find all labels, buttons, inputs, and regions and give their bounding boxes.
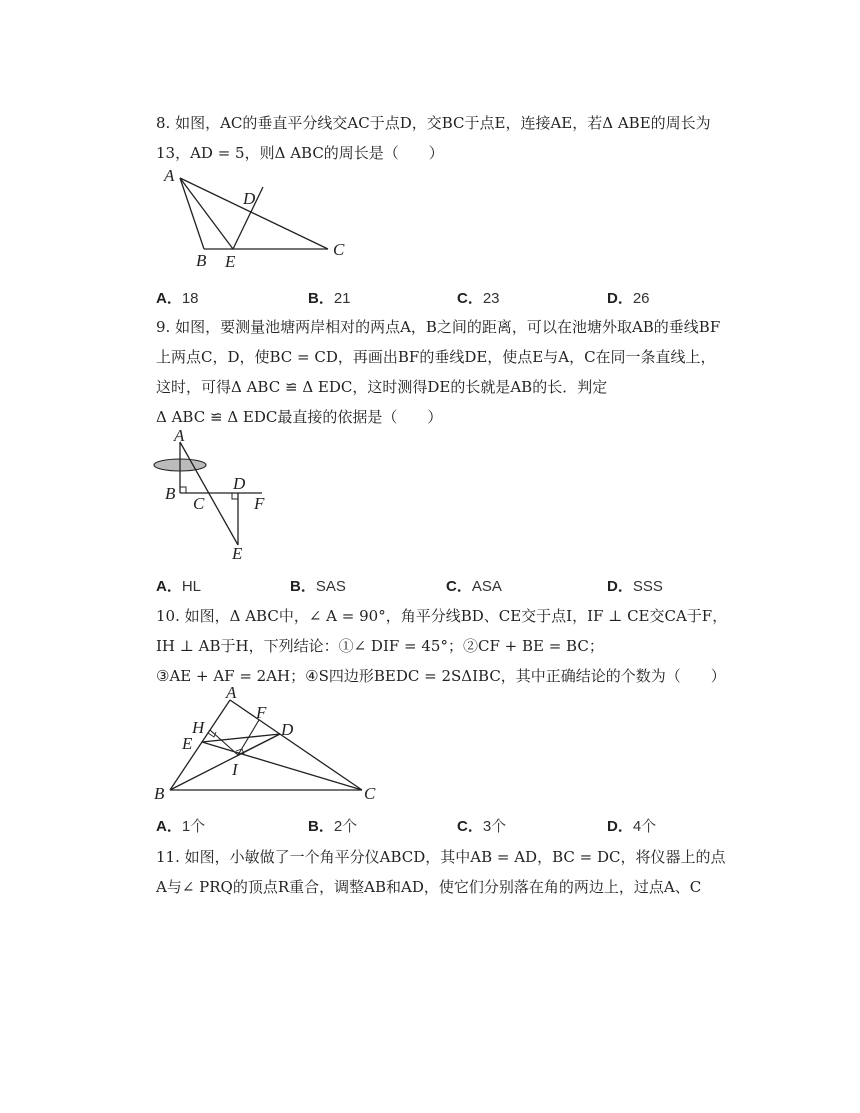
q9-line-1: 9. 如图，要测量池塘两岸相对的两点A，B之间的距离，可以在池塘外取AB的垂线BF [156, 318, 721, 336]
q11-line-1: 11. 如图，小敏做了一个角平分仪ABCD，其中AB = AD，BC = DC，将仪器上的点 [156, 848, 726, 866]
q10-line-2: IH ⊥ AB于H，下列结论：①∠ DIF = 45°；②CF + BE = BC； [156, 637, 604, 655]
q9-label-d: D [233, 474, 246, 493]
q8-option-d[interactable]: D．26 [607, 290, 650, 307]
q9-label-b: B [165, 484, 176, 503]
q9-option-b[interactable]: B．SAS [290, 578, 346, 595]
q9-option-a[interactable]: A．HL [156, 578, 202, 595]
q9-label-c: C [193, 494, 205, 513]
q10-line-1: 10. 如图，Δ ABC中，∠ A = 90°，角平分线BD、CE交于点I，IF ⊥ CE交CA于F， [156, 607, 728, 625]
q10-option-c[interactable]: C．3个 [457, 818, 507, 835]
q9-line-4: Δ ABC ≌ Δ EDC最直接的依据是（ ） [156, 408, 443, 426]
q10-line-3: ③AE + AF = 2AH；④S四边形BEDC = 2SΔIBC，其中正确结论的个数为（ ） [156, 667, 726, 685]
q9-option-d[interactable]: D．SSS [607, 578, 663, 595]
q10-label-i: I [232, 760, 238, 779]
q9-label-f: F [254, 494, 265, 513]
q10-option-a[interactable]: A．1个 [156, 818, 206, 835]
q9-label-e: E [232, 544, 243, 563]
q9-figure [150, 425, 290, 565]
q8-option-b[interactable]: B．21 [308, 290, 351, 307]
q9-line-2: 上两点C，D，使BC = CD，再画出BF的垂线DE，使点E与A，C在同一条直线上， [156, 348, 716, 366]
q10-figure [150, 685, 390, 805]
q10-option-d[interactable]: D．4个 [607, 818, 657, 835]
q10-label-c: C [364, 784, 376, 803]
q10-label-e: E [182, 734, 193, 753]
q8-line-1: 8. 如图，AC的垂直平分线交AC于点D，交BC于点E，连接AE，若Δ ABE的周长为 [156, 114, 711, 132]
q9-label-a: A [174, 426, 185, 445]
q11-line-2: A与∠ PRQ的顶点R重合，调整AB和AD，使它们分别落在角的两边上，过点A、C [156, 878, 702, 896]
q8-label-b: B [196, 251, 207, 270]
q8-option-a[interactable]: A．18 [156, 290, 199, 307]
q8-label-e: E [225, 252, 236, 271]
q10-label-d: D [281, 720, 294, 739]
q10-label-h: H [192, 718, 205, 737]
q9-line-3: 这时，可得Δ ABC ≌ Δ EDC，这时测得DE的长就是AB的长．判定 [156, 378, 608, 396]
q10-label-b: B [154, 784, 165, 803]
q8-label-d: D [243, 189, 256, 208]
q10-option-b[interactable]: B．2个 [308, 818, 358, 835]
q10-label-a: A [226, 683, 237, 702]
q8-label-c: C [333, 240, 345, 259]
q8-figure [160, 166, 360, 271]
q8-option-c[interactable]: C．23 [457, 290, 500, 307]
q8-line-2: 13，AD = 5，则Δ ABC的周长是（ ） [156, 144, 444, 162]
q8-label-a: A [164, 166, 175, 185]
q9-option-c[interactable]: C．ASA [446, 578, 502, 595]
q10-label-f: F [256, 703, 267, 722]
